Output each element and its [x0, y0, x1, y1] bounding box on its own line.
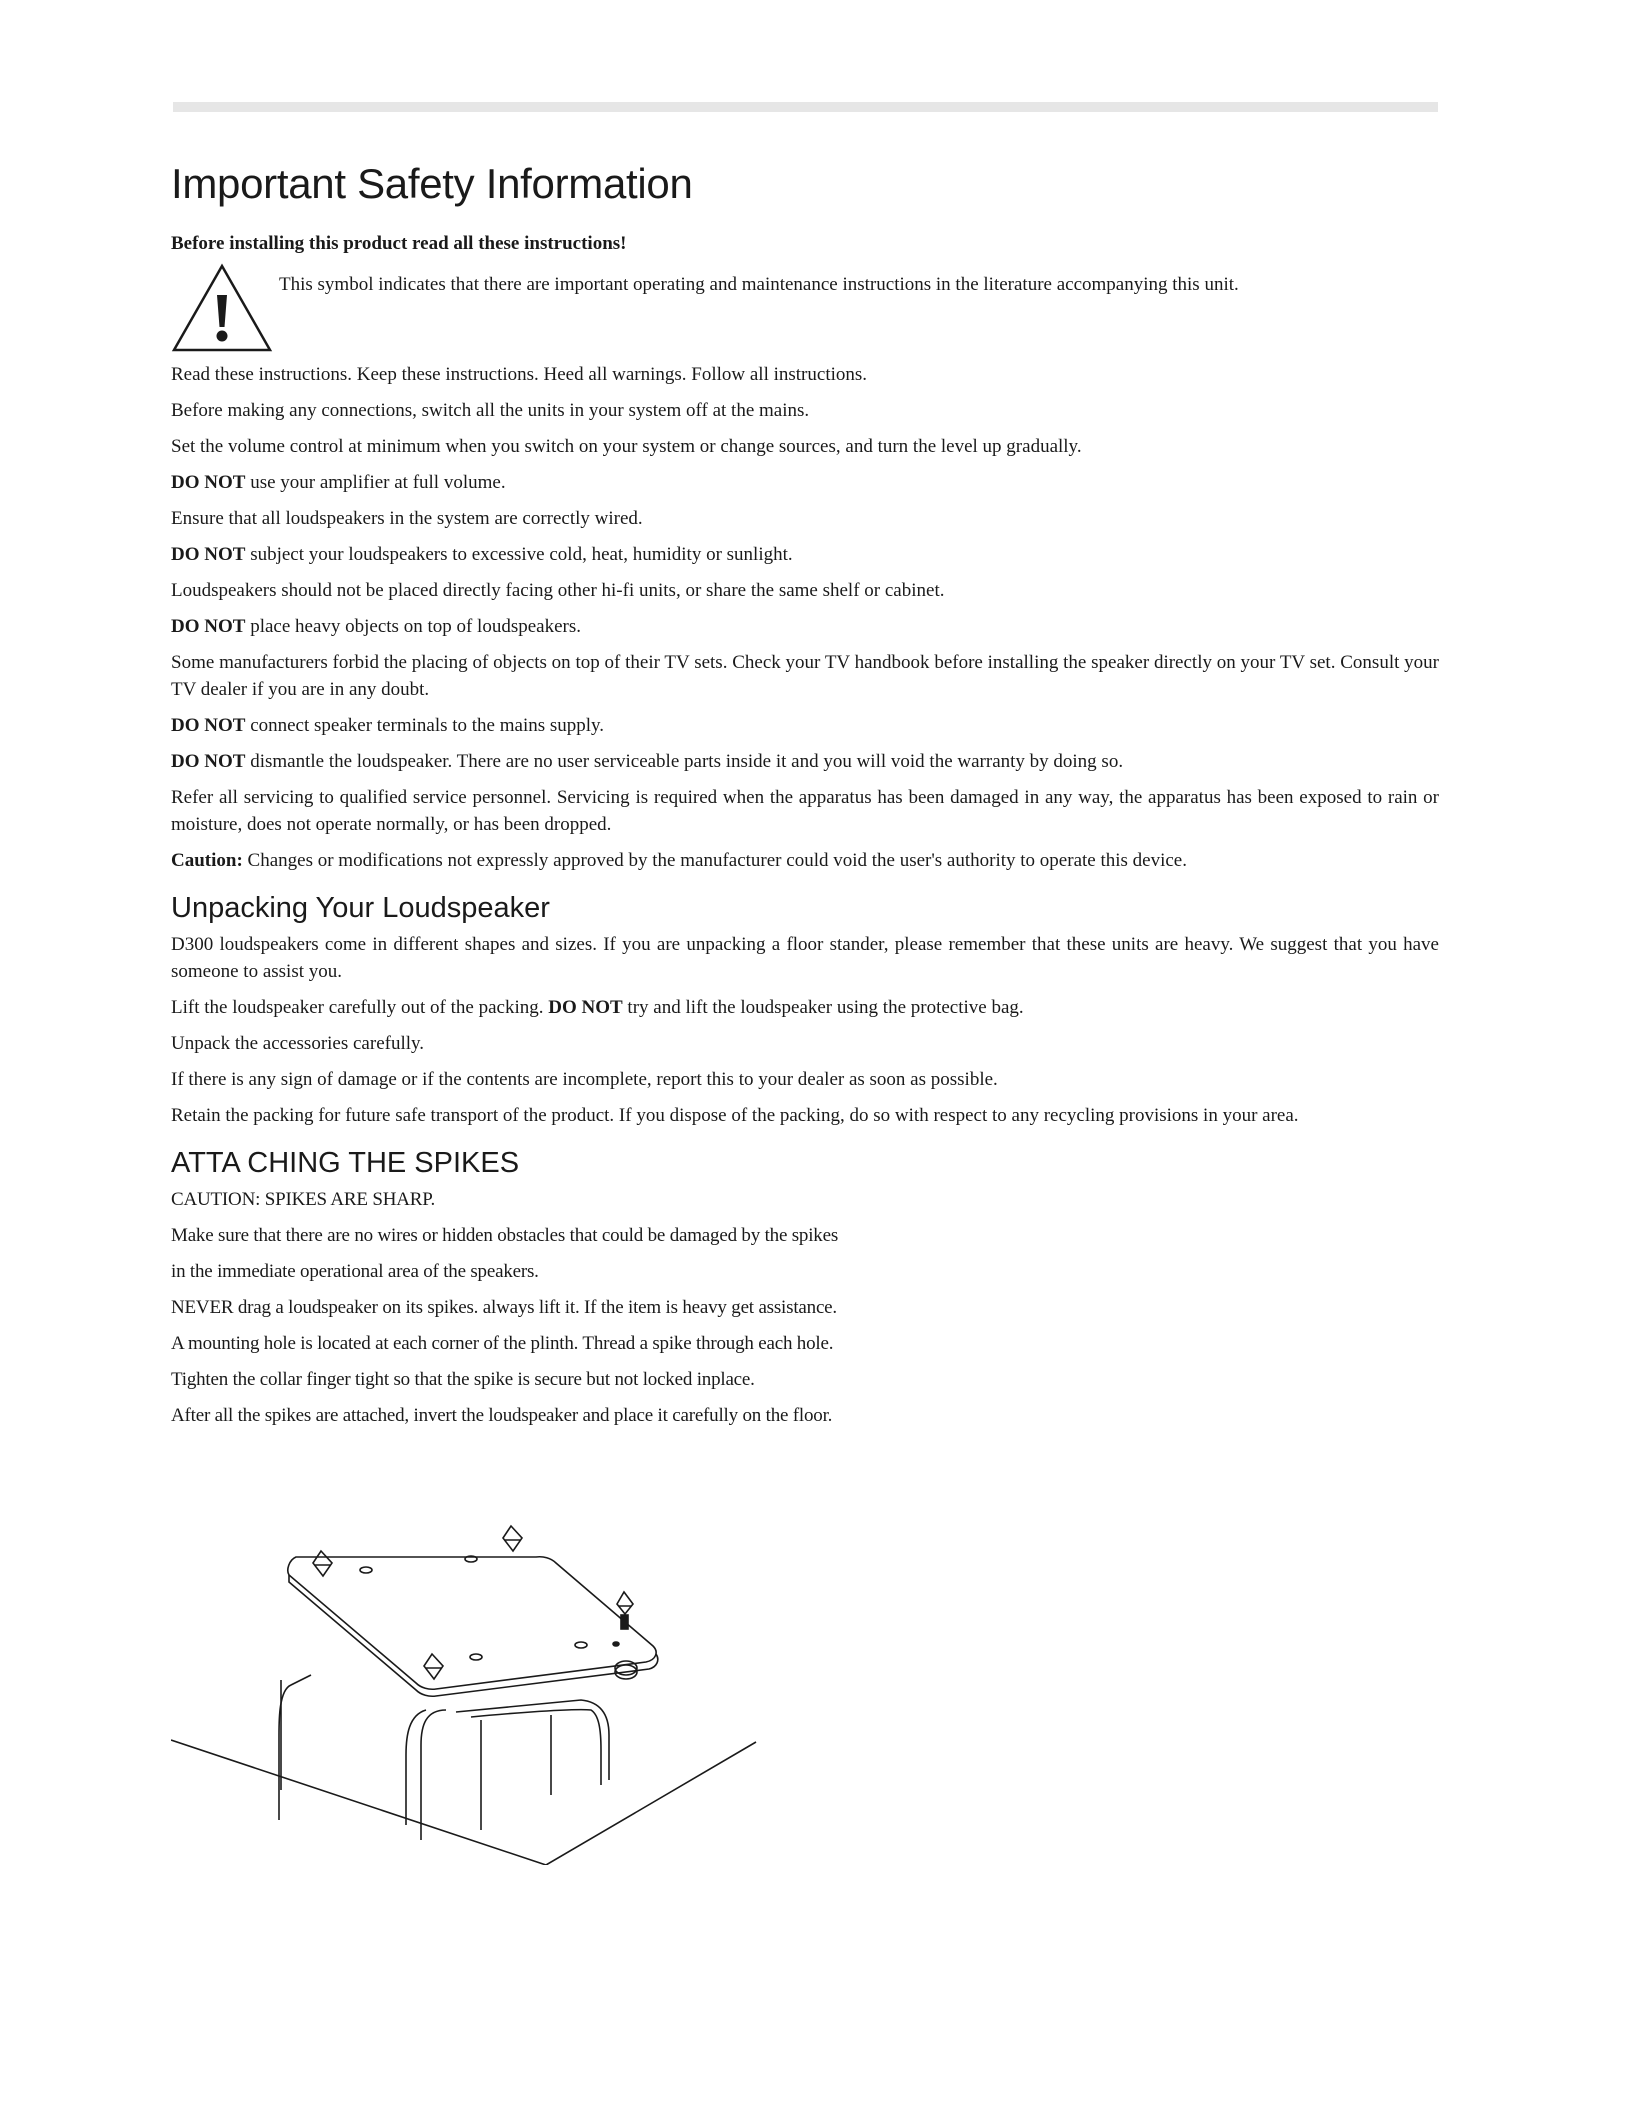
- unpacking-section: [171, 892, 1439, 1129]
- safety-item-text: subject your loudspeakers to excessive cold, heat, humidity or sunlight.: [245, 544, 793, 565]
- safety-item-text: place heavy objects on top of loudspeakers.: [245, 616, 581, 637]
- spikes-section: [171, 1147, 1439, 1429]
- spikes-item: in the immediate operational area of the speakers.: [171, 1261, 539, 1282]
- safety-item-text: Changes or modifications not expressly approved by the manufacturer could void the user's authority to operate this device.: [242, 850, 1187, 871]
- warning-triangle-icon: [171, 263, 273, 353]
- safety-item: [171, 397, 1439, 424]
- safety-item-emphasis: Caution:: [171, 850, 243, 871]
- page-title: Important Safety Information: [171, 160, 693, 207]
- safety-item-text: Loudspeakers should not be placed directly facing other hi-fi units, or share the same shelf or cabinet.: [171, 580, 945, 601]
- safety-item-text: connect speaker terminals to the mains supply.: [245, 715, 605, 736]
- spikes-instructions: [171, 1186, 1439, 1429]
- safety-item: [171, 748, 1439, 775]
- spikes-title: ATTA CHING THE SPIKES: [171, 1147, 520, 1179]
- safety-item-text: Refer all servicing to qualified service personnel. Servicing is required when the apparatus has been damaged in any way, the apparatus has been exposed to rain or moisture, does not operate normally, or has been dropped.: [171, 787, 1439, 835]
- safety-item-text: Set the volume control at minimum when you switch on your system or change sources, and turn the level up gradually.: [171, 436, 1082, 457]
- safety-lead: Before installing this product read all these instructions!: [171, 233, 627, 254]
- unpacking-paragraph: Unpack the accessories carefully.: [171, 1033, 425, 1054]
- safety-item-emphasis: DO NOT: [171, 715, 246, 736]
- safety-item: [171, 541, 1439, 568]
- safety-item-text: Some manufacturers forbid the placing of objects on top of their TV sets. Check your TV handbook before installing the speaker directly on your TV set. Consult your TV dealer if you are in any doubt.: [171, 652, 1439, 700]
- safety-item-text: Read these instructions. Keep these instructions. Heed all warnings. Follow all instructions.: [171, 364, 868, 385]
- safety-item: [171, 469, 1439, 496]
- safety-item: [171, 505, 1439, 532]
- spikes-item: Tighten the collar finger tight so that the spike is secure but not locked inplace.: [171, 1369, 755, 1390]
- warning-symbol-row: [171, 263, 1439, 353]
- unpacking-text: Lift the loudspeaker carefully out of the packing.: [171, 997, 549, 1018]
- safety-item: [171, 847, 1439, 874]
- spikes-item: Make sure that there are no wires or hidden obstacles that could be damaged by the spikes: [171, 1225, 839, 1246]
- unpacking-paragraph: Retain the packing for future safe transport of the product. If you dispose of the packing, do so with respect to any recycling provisions in your area.: [171, 1105, 1299, 1126]
- safety-item: [171, 361, 1439, 388]
- header-rule: [173, 102, 1438, 112]
- safety-item-emphasis: DO NOT: [171, 544, 246, 565]
- page-content: [171, 150, 1439, 1438]
- safety-item-text: use your amplifier at full volume.: [245, 472, 506, 493]
- do-not-label: DO NOT: [548, 997, 623, 1018]
- unpacking-paragraph: [171, 994, 1439, 1021]
- safety-item: [171, 577, 1439, 604]
- safety-item-emphasis: DO NOT: [171, 616, 246, 637]
- safety-item: [171, 613, 1439, 640]
- spikes-item: A mounting hole is located at each corner of the plinth. Thread a spike through each hole.: [171, 1333, 834, 1354]
- safety-item: [171, 784, 1439, 838]
- unpacking-paragraph: D300 loudspeakers come in different shapes and sizes. If you are unpacking a floor stander, please remember that these units are heavy. We suggest that you have someone to assist you.: [171, 934, 1439, 982]
- spikes-item: NEVER drag a loudspeaker on its spikes. always lift it. If the item is heavy get assistance.: [171, 1297, 837, 1318]
- safety-item-text: Ensure that all loudspeakers in the system are correctly wired.: [171, 508, 643, 529]
- spikes-item: CAUTION: SPIKES ARE SHARP.: [171, 1189, 436, 1210]
- safety-item: [171, 433, 1439, 460]
- safety-item-text: dismantle the loudspeaker. There are no user serviceable parts inside it and you will void the warranty by doing so.: [245, 751, 1124, 772]
- safety-instructions: [171, 361, 1439, 874]
- safety-item: [171, 649, 1439, 703]
- unpacking-title: Unpacking Your Loudspeaker: [171, 892, 550, 924]
- safety-item-text: Before making any connections, switch all the units in your system off at the mains.: [171, 400, 810, 421]
- warning-symbol-text: This symbol indicates that there are important operating and maintenance instructions in the literature accompanying this unit.: [279, 274, 1239, 295]
- spikes-item: After all the spikes are attached, invert the loudspeaker and place it carefully on the floor.: [171, 1405, 833, 1426]
- spike-attachment-illustration: [171, 1520, 771, 1865]
- safety-item: [171, 712, 1439, 739]
- safety-item-emphasis: DO NOT: [171, 751, 246, 772]
- safety-item-emphasis: DO NOT: [171, 472, 246, 493]
- unpacking-paragraph: If there is any sign of damage or if the contents are incomplete, report this to your dealer as soon as possible.: [171, 1069, 998, 1090]
- unpacking-text: try and lift the loudspeaker using the protective bag.: [622, 997, 1024, 1018]
